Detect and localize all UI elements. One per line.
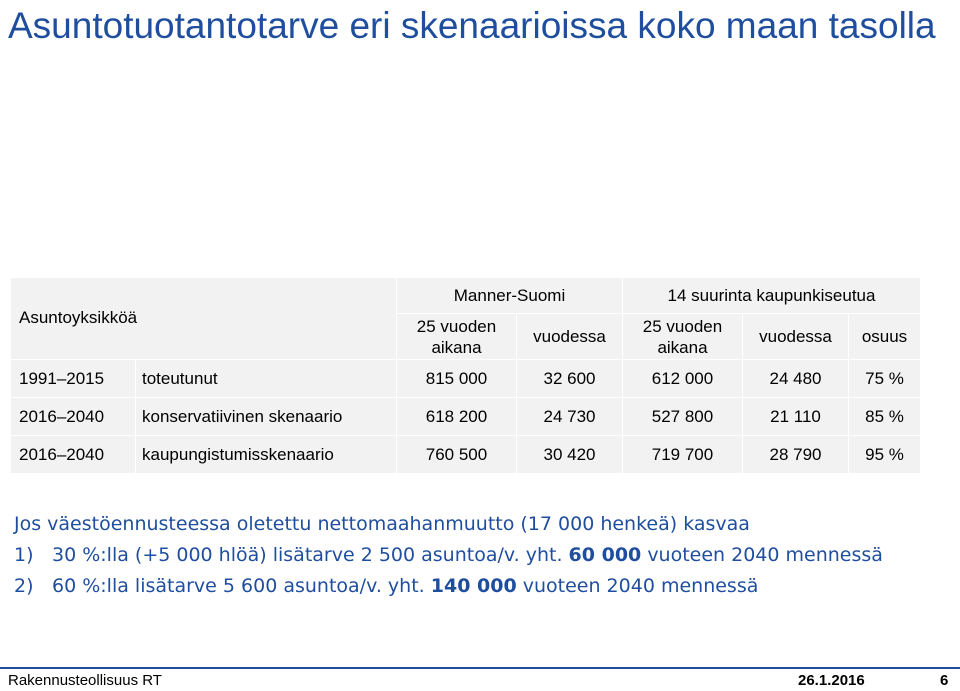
scenario-cell: konservatiivinen skenaario [136, 398, 397, 436]
item-text: vuoteen 2040 mennessä [522, 575, 759, 597]
group-header-cities: 14 suurinta kaupunkiseutua [623, 278, 921, 314]
footer-divider [0, 667, 960, 669]
housing-demand-table [10, 277, 921, 474]
notes-item-1 [14, 540, 954, 571]
sub-header: vuodessa [743, 314, 849, 360]
value-cell: 24 480 [743, 360, 849, 398]
value-cell: 527 800 [623, 398, 743, 436]
period-cell: 1991–2015 [11, 360, 136, 398]
item-text: 60 %:lla lisätarve 5 600 asuntoa/v. yht. [52, 575, 425, 597]
scenario-cell: toteutunut [136, 360, 397, 398]
sub-header: vuodessa [517, 314, 623, 360]
item-number: 1) [14, 544, 34, 566]
value-cell: 75 % [849, 360, 921, 398]
value-cell: 32 600 [517, 360, 623, 398]
table-row [11, 436, 921, 474]
value-cell: 21 110 [743, 398, 849, 436]
notes-block [14, 509, 954, 602]
value-cell: 85 % [849, 398, 921, 436]
table-row [11, 360, 921, 398]
value-cell: 760 500 [397, 436, 517, 474]
value-cell: 618 200 [397, 398, 517, 436]
period-cell: 2016–2040 [11, 398, 136, 436]
period-cell: 2016–2040 [11, 436, 136, 474]
sub-header: 25 vuoden aikana [397, 314, 517, 360]
footer-date: 26.1.2016 [798, 672, 865, 689]
value-cell: 719 700 [623, 436, 743, 474]
item-text: vuoteen 2040 mennessä [647, 544, 883, 566]
slide-title: Asuntotuotantotarve eri skenaarioissa koko maan tasolla [8, 5, 936, 46]
sub-header: 25 vuoden aikana [623, 314, 743, 360]
value-cell: 28 790 [743, 436, 849, 474]
value-cell: 24 730 [517, 398, 623, 436]
notes-item-2 [14, 571, 954, 602]
footer-organization: Rakennusteollisuus RT [8, 672, 162, 689]
item-highlight: 60 000 [568, 544, 642, 566]
table-row [11, 398, 921, 436]
value-cell: 30 420 [517, 436, 623, 474]
unit-label: Asuntoyksikköä [11, 278, 397, 360]
scenario-cell: kaupungistumisskenaario [136, 436, 397, 474]
group-header-mainland: Manner-Suomi [397, 278, 623, 314]
item-text: 30 %:lla (+5 000 hlöä) lisätarve 2 500 asuntoa/v. yht. [52, 544, 563, 566]
value-cell: 95 % [849, 436, 921, 474]
value-cell: 815 000 [397, 360, 517, 398]
page-number: 6 [940, 672, 949, 689]
item-highlight: 140 000 [430, 575, 517, 597]
notes-intro: Jos väestöennusteessa oletettu nettomaahanmuutto (17 000 henkeä) kasvaa [14, 513, 750, 535]
value-cell: 612 000 [623, 360, 743, 398]
sub-header: osuus [849, 314, 921, 360]
item-number: 2) [14, 575, 34, 597]
